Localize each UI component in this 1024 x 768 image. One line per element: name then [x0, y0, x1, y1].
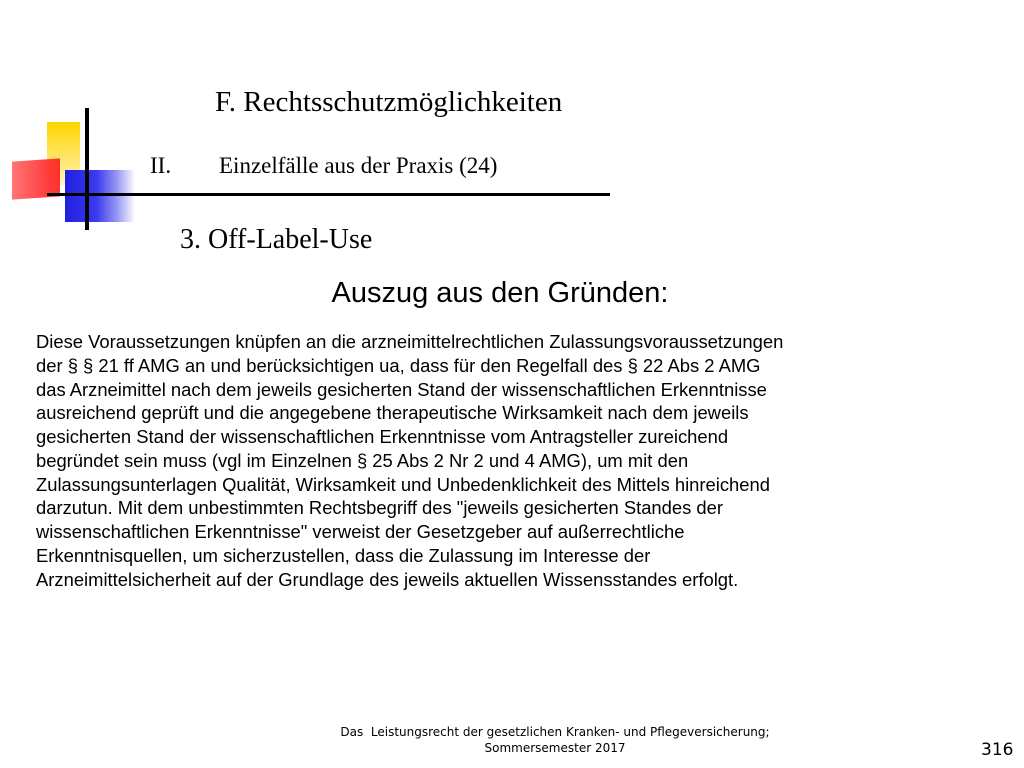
footer-course: Das Leistungsrecht der gesetzlichen Kranken- und Pflegeversicherung; — [340, 725, 770, 739]
body-line: der § § 21 ff AMG an und berücksichtigen ua, dass für den Regelfall des § 22 Abs 2 AMG — [36, 354, 761, 376]
slide-footer — [0, 724, 1024, 756]
page-number: 316 — [981, 740, 1014, 760]
body-line: begründet sein muss (vgl im Einzelnen § 25 Abs 2 Nr 2 und 4 AMG), um mit den — [36, 449, 689, 471]
body-line: ausreichend geprüft und die angegebene therapeutische Wirksamkeit nach dem jeweils — [36, 402, 749, 424]
body-line: das Arzneimittel nach dem jeweils gesicherten Stand der wissenschaftlichen Erkenntnisse — [36, 378, 767, 400]
slide-title: F. Rechtsschutzmöglichkeiten — [215, 86, 563, 118]
body-line: gesicherten Stand der wissenschaftlichen Erkenntnisse vom Antragsteller zureichend — [36, 426, 729, 447]
section-title: 3. Off-Label-Use — [180, 224, 373, 255]
blue-square — [65, 170, 135, 222]
subtitle-text: Einzelfälle aus der Praxis (24) — [219, 153, 498, 178]
subtitle-number: II. — [150, 153, 172, 178]
body-line: Arzneimittelsicherheit auf der Grundlage des jeweils aktuellen Wissensstandes erfolgt. — [36, 568, 739, 590]
body-line: wissenschaftlichen Erkenntnisse" verweist der Gesetzgeber auf außerrechtliche — [36, 521, 685, 542]
excerpt-heading: Auszug aus den Gründen: — [331, 277, 669, 309]
body-line: Erkenntnisquellen, um sicherzustellen, dass die Zulassung im Interesse der — [36, 544, 651, 566]
title-underline — [47, 193, 610, 196]
vertical-rule — [85, 108, 89, 230]
decorative-logo — [0, 0, 150, 240]
body-line: darzutun. Mit dem unbestimmten Rechtsbegriff des "jeweils gesicherten Standes der — [36, 497, 723, 519]
body-line: Diese Voraussetzungen knüpfen an die arzneimittelrechtlichen Zulassungsvoraussetzungen — [36, 331, 784, 352]
footer-semester: Sommersemester 2017 — [484, 741, 626, 755]
excerpt-body — [36, 330, 996, 591]
body-line: Zulassungsunterlagen Qualität, Wirksamkeit und Unbedenklichkeit des Mittels hinreichend — [36, 473, 770, 495]
